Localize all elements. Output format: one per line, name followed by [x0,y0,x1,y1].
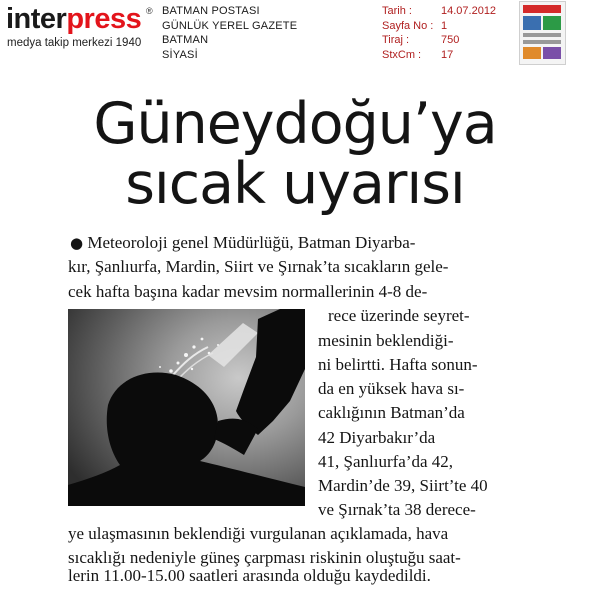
date-row [382,4,496,19]
headline-line-1: Güneydoğu’ya [93,91,497,157]
body-line-12: ve Şırnak’ta 38 derece- [318,500,476,519]
bullet-icon: ● [70,234,84,252]
date-label: Tarih : [382,5,412,17]
body-line-6: ni belirtti. Hafta sonun- [318,355,478,374]
body-line-13: ye ulaşmasının beklendiği vurgulanan açıklamada, hava [68,524,449,543]
headline-line-2: sıcak uyarısı [125,151,465,217]
article-photo [68,309,305,506]
stxcm-row [382,48,496,63]
body-line-2: kır, Şanlıurfa, Mardin, Siirt ve Şırnak’ta sıcakların gele- [68,257,449,276]
body-line-9: 42 Diyarbakır’da [318,428,436,447]
logo-wordmark [6,3,141,35]
interpress-logo [6,3,156,53]
clipping-details [382,4,496,62]
body-line-4: rece üzerinde seyret- [328,306,470,325]
publication-city: BATMAN [162,34,209,46]
logo-tagline: medya takip merkezi 1940 [7,37,142,49]
date-value: 14.07.2012 [441,5,497,17]
body-line-3: cek hafta başına kadar mevsim normallerinin 4-8 de- [68,282,428,301]
body-line-1-text: Meteoroloji genel Müdürlüğü, Batman Diyarba- [87,233,416,252]
body-line-10: 41, Şanlıurfa’da 42, [318,452,454,471]
body-line-1 [70,233,415,253]
page-label: Sayfa No : [382,19,434,32]
stxcm-value: 17 [441,48,454,61]
publication-name: BATMAN POSTASI [162,5,260,17]
newspaper-thumbnail[interactable] [519,1,566,65]
logo-press-text: press [66,3,142,35]
circulation-row [382,33,496,48]
body-line-8: caklığının Batman’da [318,403,465,422]
logo-inter-text: inter [6,3,67,35]
body-line-7: da en yüksek hava sı- [318,379,465,398]
circulation-value: 750 [441,34,460,46]
publication-category: SİYASİ [162,48,198,61]
circulation-label: Tiraj : [382,34,410,46]
stxcm-label: StxCm : [382,48,422,61]
page-value: 1 [441,19,448,32]
publication-type: GÜNLÜK YEREL GAZETE [162,19,298,32]
body-line-5: mesinin beklendiği- [318,331,454,350]
publication-info [162,4,297,62]
body-line-14: sıcaklığı nedeniyle güneş çarpması riskinin oluştuğu saat- [68,548,461,567]
registered-mark: ® [146,6,153,16]
body-line-15: lerin 11.00-15.00 saatleri arasında olduğu kaydedildi. [68,566,431,585]
page-row [382,19,496,34]
body-line-11: Mardin’de 39, Siirt’te 40 [318,476,488,495]
